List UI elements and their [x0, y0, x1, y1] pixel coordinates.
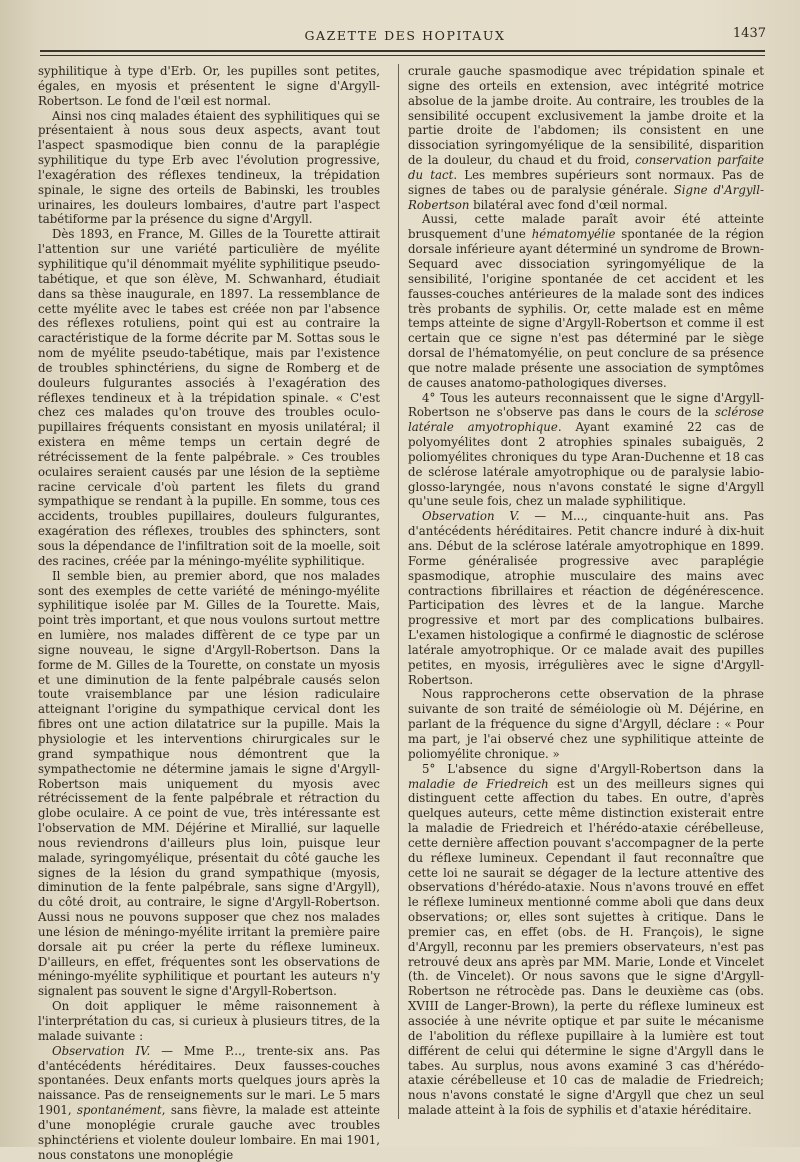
paragraph: Nous rapprocherons cette observation de la phrase suivante de son traité de séméiologie où M. Déjérine, en parlant de la fréquence du signe d'Argyll, déclare : « Pour ma part, je l'ai observé chez une syphilitique atteinte de poliomyélite chronique. »: [408, 687, 764, 761]
page-number: 1437: [732, 26, 766, 41]
paragraph-text: — Mme P..., trente-six ans. Pas d'antécédents héréditaires. Deux fausses-couches spontanées. Deux enfants morts quelques jours après la naissance. Pas de renseignements sur le mari. Le 5 mars 1901,: [38, 1043, 380, 1118]
header-rule-thin: [40, 55, 765, 56]
paragraph: Il semble bien, au premier abord, que nos malades sont des exemples de cette variété de méningo-myélite syphilitique isolée par M. Gilles de la Tourette. Mais, point très important, et que nous voulons surtout mettre en lumière, nos malades diffèrent de ce type par un signe nouveau, le signe d'Argyll-Robertson. Dans la forme de M. Gilles de la Tourette, on constate un myosis et une diminution de la fente palpébrale causés selon toute vraisemblance par une lésion radiculaire atteignant l'origine du sympathique cervical dont les fibres ont une action dilatatrice sur la pupille. Mais la physiologie et les interventions chirurgicales sur le grand sympathique nous démontrent que la sympathectomie ne détermine jamais le signe d'Argyll-Robertson mais uniquement du myosis avec rétrécissement de la fente palpébrale et rétraction du globe oculaire. A ce point de vue, très intéressante est l'observation de MM. Déjérine et Mirallié, sur laquelle nous reviendrons d'ailleurs plus loin, puisque leur malade, syringomyélique, présentait du côté gauche les signes de la lésion du grand sympathique (myosis, diminution de la fente palpébrale, sans signe d'Argyll), du côté droit, au contraire, le signe d'Argyll-Robertson. Aussi nous ne pouvons supposer que chez nos malades une lésion de méningo-myélite irritant la première paire dorsale ait pu créer la perte du réflexe lumineux. D'ailleurs, en effet, fréquentes sont les observations de méningo-myélite syphilitique et pourtant les auteurs n'y signalent pas souvent le signe d'Argyll-Robertson.: [38, 568, 380, 999]
paragraph: syphilitique à type d'Erb. Or, les pupilles sont petites, égales, en myosis et présentent le signe d'Argyll-Robertson. Le fond de l'œil est normal.: [38, 64, 380, 108]
left-column: [38, 64, 380, 1162]
paragraph-text: . Ayant examiné 22 cas de polyomyélites dont 2 atrophies spinales subaiguës, 2 poliomyélites chroniques du type Aran-Duchenne et 18 cas de sclérose latérale amyotrophique ou de paralysie labio-glosso-laryngée, nous n'avons constaté le signe d'Argyll qu'une seule fois, chez un malade syphilitique.: [408, 420, 764, 509]
paragraph-text: est un des meilleurs signes qui distinguent cette affection du tabes. En outre, d'après quelques auteurs, cette même distinction existerait entre la maladie de Friedreich et l'hérédo-ataxie cérébelleuse, cette dernière affection pouvant s'accompagner de la perte du réflexe lumineux. Cependant il faut reconnaître que cette loi ne saurait se dégager de la lecture attentive des observations d'hérédo-ataxie. Nous n'avons trouvé en effet le réflexe lumineux mentionné comme aboli que dans deux observations; or, elles sont sujettes à critique. Dans le premier cas, en effet (obs. de H. François), le signe d'Argyll, reconnu par les premiers observateurs, n'est pas retrouvé deux ans après par MM. Marie, Londe et Vincelet (th. de Vincelet). Or nous savons que le signe d'Argyll-Robertson ne rétrocède pas. Dans le deuxième cas (obs. XVIII de Langer-Brown), la perte du réflexe lumineux est associée à une névrite optique et par suite le mécanisme de l'abolition du réflexe pupillaire à la lumière est tout différent de celui qui détermine le signe d'Argyll dans le tabes. Au surplus, nous avons examiné 3 cas d'hérédo-ataxie cérébelleuse et 10 cas de maladie de Friedreich; nous n'avons constaté le signe d'Argyll que chez un seul malade atteint à la fois de syphilis et d'ataxie héréditaire.: [408, 776, 765, 1118]
observation-paragraph: [408, 509, 764, 687]
paragraph: [408, 212, 764, 390]
observation-paragraph: [38, 1044, 380, 1162]
paragraph: Ainsi nos cinq malades étaient des syphilitiques qui se présentaient à nous sous deux aspects, avant tout l'aspect spasmodique bien connu de la paraplégie syphilitique du type Erb avec l'évolution progressive, l'exagération des réflexes tendineux, la trépidation spinale, le signe des orteils de Babinski, les troubles urinaires, les douleurs lombaires, d'autre part l'aspect tabétiforme par la présence du signe d'Argyll.: [38, 108, 380, 227]
emphasis: sclérose latérale amyotrophique: [408, 405, 764, 435]
paragraph: On doit appliquer le même raisonnement à l'interprétation du cas, si curieux à plusieurs titres, de la malade suivante :: [38, 999, 380, 1043]
right-column: [408, 64, 764, 1118]
paragraph-text: Aussi, cette malade paraît avoir été atteinte brusquement d'une: [408, 212, 764, 242]
emphasis: conservation parfaite du tact: [408, 153, 764, 182]
observation-label: Observation V.: [422, 509, 520, 524]
paragraph: [408, 762, 764, 1118]
running-header: [40, 22, 770, 48]
paragraph: Dès 1893, en France, M. Gilles de la Tourette attirait l'attention sur une variété particulière de myélite syphilitique qu'il dénommait myélite syphilitique pseudo-tabétique, et que son élève, M. Schwanhard, étudiait dans sa thèse inaugurale, en 1897. La ressemblance de cette myélite avec le tabes est créée non par l'absence des réflexes rotuliens, point qui est au contraire la caractéristique de la forme décrite par M. Sottas sous le nom de myélite pseudo-tabétique, mais par l'existence de troubles sphinctériens, du signe de Romberg et de douleurs fulgurantes associés à l'exagération des réflexes tendineux et à la trépidation spinale. « C'est chez ces malades qu'on trouve des troubles oculo-pupillaires fréquents consistant en myosis unilatéral; il existera en même temps un certain degré de rétrécissement de la fente palpébrale. » Ces troubles oculaires seraient causés par une lésion de la septième racine cervicale d'où partent les filets du grand sympathique se rendant à la pupille. En somme, tous ces accidents, troubles pupillaires, douleurs fulgurantes, exagération des réflexes, troubles des sphincters, sont sous la dépendance de l'infiltration soit de la moelle, soit des racines, créée par la méningo-myélite syphilitique.: [38, 227, 380, 568]
header-rule: [40, 50, 765, 52]
emphasis: Signe d'Argyll-Robertson: [408, 182, 764, 212]
paragraph-text: bilatéral avec fond d'œil normal.: [469, 197, 668, 212]
emphasis: hématomyélie: [531, 227, 616, 242]
paragraph-text: . Les membres supérieurs sont normaux. Pas de signes de tabes ou de paralysie générale.: [408, 167, 764, 197]
paragraph-text: crurale gauche spasmodique avec trépidation spinale et signe des orteils en extension, avec intégrité motrice absolue de la jambe droite. Au contraire, les troubles de la sensibilité occupent exclusivement la jambe droite et la partie droite de l'abdomen; ils consistent en une dissociation syringomyélique de la sensibilité, disparition de la douleur, du chaud et du froid,: [408, 64, 764, 168]
paragraph-text: , sans fièvre, la malade est atteinte d'une monoplégie crurale gauche avec troubles sphinctériens et violente douleur lombaire. En mai 1901, nous constatons une monoplégie: [38, 1103, 380, 1162]
paragraph-text: — M..., cinquante-huit ans. Pas d'antécédents héréditaires. Petit chancre induré à dix-huit ans. Début de la sclérose latérale amyotrophique en 1899. Forme généralisée progressive avec paraplégie spasmodique, atrophie musculaire des mains avec contractions fibrillaires et réaction de dégénérescence. Participation des lèvres et de la langue. Marche progressive et mort par des complications bulbaires. L'examen histologique a confirmé le diagnostic de sclérose latérale amyotrophique. Or ce malade avait des pupilles petites, en myosis, irrégulières avec le signe d'Argyll-Robertson.: [408, 509, 765, 687]
paragraph: [408, 64, 764, 212]
emphasis: maladie de Friedreich: [408, 776, 549, 791]
paragraph-text: 5° L'absence du signe d'Argyll-Robertson dans la: [422, 761, 764, 776]
column-divider: [398, 64, 399, 1119]
journal-title: GAZETTE DES HOPITAUX: [304, 28, 506, 43]
paragraph-text: spontanée de la région dorsale inférieure ayant déterminé un syndrome de Brown-Sequard avec dissociation syringomyélique de la sensibilité, l'origine spontanée de cet accident et les fausses-couches antérieures de la malade sont des indices très probants de syphilis. Or, cette malade est en même temps atteinte de signe d'Argyll-Robertson et comme il est certain que ce signe n'est pas déterminé par le siège dorsal de l'hématomyélie, on peut conclure de sa présence que notre malade présente une association de symptômes de causes anatomo-pathologiques diverses.: [408, 227, 764, 390]
paragraph: [408, 391, 764, 510]
paragraph-text: 4° Tous les auteurs reconnaissent que le signe d'Argyll-Robertson ne s'observe pas dans le cours de la: [408, 390, 764, 420]
observation-label: Observation IV.: [52, 1043, 151, 1058]
emphasis: spontanément: [76, 1103, 162, 1118]
